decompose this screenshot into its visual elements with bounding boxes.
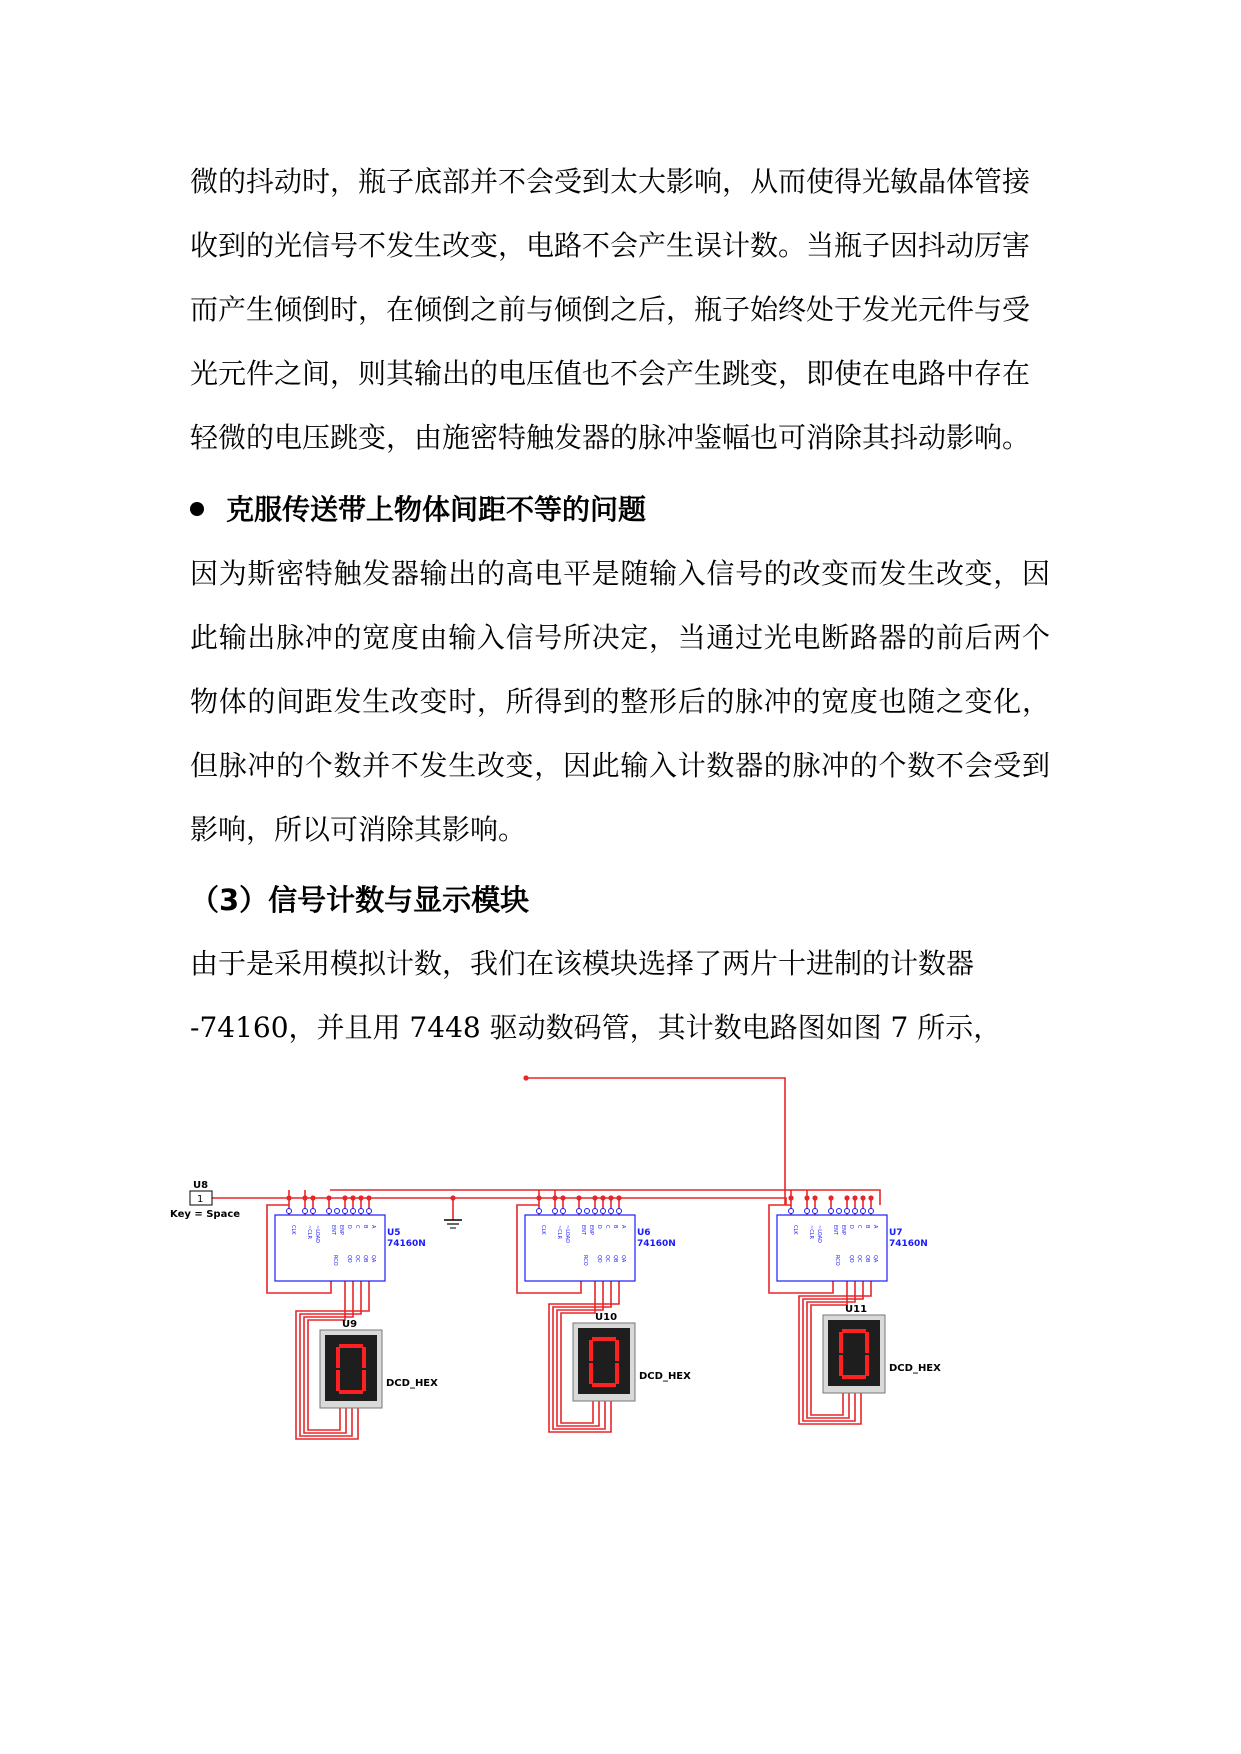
clock-bus-wire	[212, 1198, 786, 1205]
text-line: -74160，并且用 7448 驱动数码管，其计数电路图如图 7 所示，	[190, 1011, 1002, 1044]
pin-label: ENP	[338, 1225, 344, 1235]
pin-label: A	[370, 1225, 376, 1229]
wire-junction	[358, 1195, 363, 1200]
pin-bubble	[617, 1209, 622, 1214]
pin-label: D	[596, 1225, 602, 1229]
pin-label: QA	[872, 1255, 878, 1263]
pin-bubble	[609, 1209, 614, 1214]
wire-junction	[576, 1195, 581, 1200]
pin-bubble	[553, 1209, 558, 1214]
text-line: 微的抖动时，瓶子底部并不会受到太大影响，从而使得光敏晶体管接	[190, 165, 1031, 198]
pin-bubble	[837, 1209, 842, 1214]
wire-junction	[828, 1195, 833, 1200]
pin-label: QA	[370, 1255, 376, 1263]
wire-junction	[342, 1195, 347, 1200]
wire-junction	[852, 1195, 857, 1200]
pin-label: QC	[856, 1255, 862, 1263]
pin-label: ~CLR	[556, 1225, 562, 1239]
wire-junction	[868, 1195, 873, 1200]
pin-bubble	[845, 1209, 850, 1214]
component-group	[170, 1075, 941, 1408]
pin-bubble	[829, 1209, 834, 1214]
display-segment	[336, 1370, 340, 1391]
wire-junction	[536, 1195, 541, 1200]
pin-label: QD	[848, 1255, 854, 1263]
pin-label: D	[848, 1225, 854, 1229]
wire-junction	[350, 1195, 355, 1200]
text-line: 由于是采用模拟计数，我们在该模块选择了两片十进制的计数器	[190, 947, 975, 980]
pin-label: RCO	[582, 1255, 588, 1266]
display-segment	[339, 1344, 363, 1348]
pin-bubble	[303, 1209, 308, 1214]
pin-bubble	[327, 1209, 332, 1214]
bullet-icon	[190, 502, 204, 516]
pin-label: ENT	[580, 1225, 586, 1235]
pin-label: ~LOAD	[816, 1225, 822, 1243]
pin-label: B	[612, 1225, 618, 1229]
pin-label: QD	[346, 1255, 352, 1263]
wire-junction	[286, 1195, 291, 1200]
pin-label: QB	[612, 1255, 618, 1263]
switch-ref-label: U8	[193, 1180, 209, 1191]
wire-junction	[600, 1195, 605, 1200]
display-segment	[339, 1390, 363, 1394]
switch-key-label: Key = Space	[170, 1209, 241, 1220]
paragraph-1	[190, 150, 1050, 470]
wire-junction	[608, 1195, 613, 1200]
wire-junction	[860, 1195, 865, 1200]
section-heading: （3）信号计数与显示模块	[190, 883, 530, 917]
display-type-label: DCD_HEX	[639, 1371, 691, 1382]
display-type-label: DCD_HEX	[889, 1363, 941, 1374]
pin-label: A	[872, 1225, 878, 1229]
switch-key-value: 1	[197, 1194, 204, 1205]
display-segment	[839, 1355, 843, 1376]
pin-label: CLK	[290, 1225, 296, 1235]
display-ref-label: U9	[342, 1319, 358, 1330]
pin-label: QB	[362, 1255, 368, 1263]
wire-junction	[844, 1195, 849, 1200]
display-segment	[589, 1363, 593, 1384]
counter-ref-label: U7	[889, 1228, 903, 1238]
text-line: 光元件之间，则其输出的电压值也不会产生跳变，即使在电路中存在	[190, 357, 1031, 390]
pin-label: ~LOAD	[314, 1225, 320, 1243]
text-line: 此输出脉冲的宽度由输入信号所决定，当通过光电断路器的前后两个	[190, 621, 1050, 654]
pin-bubble	[343, 1209, 348, 1214]
counter-part-label: 74160N	[889, 1239, 928, 1249]
display-segment	[592, 1337, 616, 1341]
pin-bubble	[367, 1209, 372, 1214]
pin-label: CLK	[540, 1225, 546, 1235]
text-line: 物体的间距发生改变时，所得到的整形后的脉冲的宽度也随之变化，	[190, 685, 1050, 718]
wire-junction	[616, 1195, 621, 1200]
pin-bubble	[861, 1209, 866, 1214]
display-segment	[865, 1332, 869, 1353]
display-segment	[336, 1347, 340, 1368]
wire-junction	[552, 1195, 557, 1200]
pin-bubble	[287, 1209, 292, 1214]
pin-label: B	[864, 1225, 870, 1229]
pin-bubble	[601, 1209, 606, 1214]
pin-label: CLK	[792, 1225, 798, 1235]
display-segment	[842, 1375, 866, 1379]
pin-label: A	[620, 1225, 626, 1229]
pin-bubble	[805, 1209, 810, 1214]
pin-bubble	[813, 1209, 818, 1214]
wire-junction	[812, 1195, 817, 1200]
wire-junction	[804, 1195, 809, 1200]
pin-label: C	[354, 1225, 360, 1229]
pin-bubble	[311, 1209, 316, 1214]
pin-label: ENP	[840, 1225, 846, 1235]
display-ref-label: U10	[595, 1312, 618, 1323]
text-line: 但脉冲的个数并不发生改变，因此输入计数器的脉冲的个数不会受到	[190, 749, 1050, 782]
paragraph-2	[190, 542, 1050, 862]
bullet-heading	[190, 478, 646, 542]
wire-junction	[366, 1195, 371, 1200]
pin-bubble	[789, 1209, 794, 1214]
wire-junction	[592, 1195, 597, 1200]
paragraph-3	[190, 932, 1050, 1060]
wire-junction	[302, 1195, 307, 1200]
wire-junction	[523, 1075, 528, 1080]
pin-bubble	[537, 1209, 542, 1214]
pin-label: QD	[596, 1255, 602, 1263]
text-line: 收到的光信号不发生改变，电路不会产生误计数。当瓶子因抖动厉害	[190, 229, 1031, 262]
display-segment	[362, 1370, 366, 1391]
display-segment	[589, 1340, 593, 1361]
pin-label: D	[346, 1225, 352, 1229]
pin-label: RCO	[834, 1255, 840, 1266]
text-line: 轻微的电压跳变，由施密特触发器的脉冲鉴幅也可消除其抖动影响。	[190, 421, 1031, 454]
pin-bubble	[561, 1209, 566, 1214]
pin-label: ENT	[832, 1225, 838, 1235]
pin-bubble	[869, 1209, 874, 1214]
counter-ref-label: U6	[637, 1228, 651, 1238]
pin-label: B	[362, 1225, 368, 1229]
counter-ref-label: U5	[387, 1228, 401, 1238]
pin-label: ~CLR	[306, 1225, 312, 1239]
wire-junction	[326, 1195, 331, 1200]
pin-label: ENT	[330, 1225, 336, 1235]
text-line: 影响，所以可消除其影响。	[190, 813, 527, 846]
pin-label: C	[856, 1225, 862, 1229]
pin-label: RCO	[332, 1255, 338, 1266]
pin-bubble	[351, 1209, 356, 1214]
display-segment	[865, 1355, 869, 1376]
wire-junction	[450, 1195, 455, 1200]
display-type-label: DCD_HEX	[386, 1378, 438, 1389]
pin-label: QA	[620, 1255, 626, 1263]
counter-part-label: 74160N	[637, 1239, 676, 1249]
pin-label: QC	[354, 1255, 360, 1263]
pin-label: ~CLR	[808, 1225, 814, 1239]
pin-label: ENP	[588, 1225, 594, 1235]
pin-bubble	[593, 1209, 598, 1214]
pin-label: C	[604, 1225, 610, 1229]
counter-circuit-diagram	[170, 1065, 1080, 1625]
pin-bubble	[335, 1209, 340, 1214]
text-line: 因为斯密特触发器输出的高电平是随输入信号的改变而发生改变，因	[190, 557, 1050, 590]
wire-junction	[310, 1195, 315, 1200]
display-segment	[842, 1329, 866, 1333]
pin-label: ~LOAD	[564, 1225, 570, 1243]
feedback-wire	[526, 1078, 785, 1205]
pin-bubble	[853, 1209, 858, 1214]
pin-label: QB	[864, 1255, 870, 1263]
display-segment	[362, 1347, 366, 1368]
wire-junction	[788, 1195, 793, 1200]
display-ref-label: U11	[845, 1304, 868, 1315]
display-segment	[839, 1332, 843, 1353]
bullet-heading-text: 克服传送带上物体间距不等的问题	[226, 493, 647, 526]
counter-part-label: 74160N	[387, 1239, 426, 1249]
pin-label: QC	[604, 1255, 610, 1263]
display-segment	[615, 1363, 619, 1384]
text-line: 而产生倾倒时，在倾倒之前与倾倒之后，瓶子始终处于发光元件与受	[190, 293, 1031, 326]
pin-bubble	[585, 1209, 590, 1214]
pin-bubble	[577, 1209, 582, 1214]
wire-junction	[560, 1195, 565, 1200]
display-segment	[592, 1383, 616, 1387]
pin-bubble	[359, 1209, 364, 1214]
display-segment	[615, 1340, 619, 1361]
